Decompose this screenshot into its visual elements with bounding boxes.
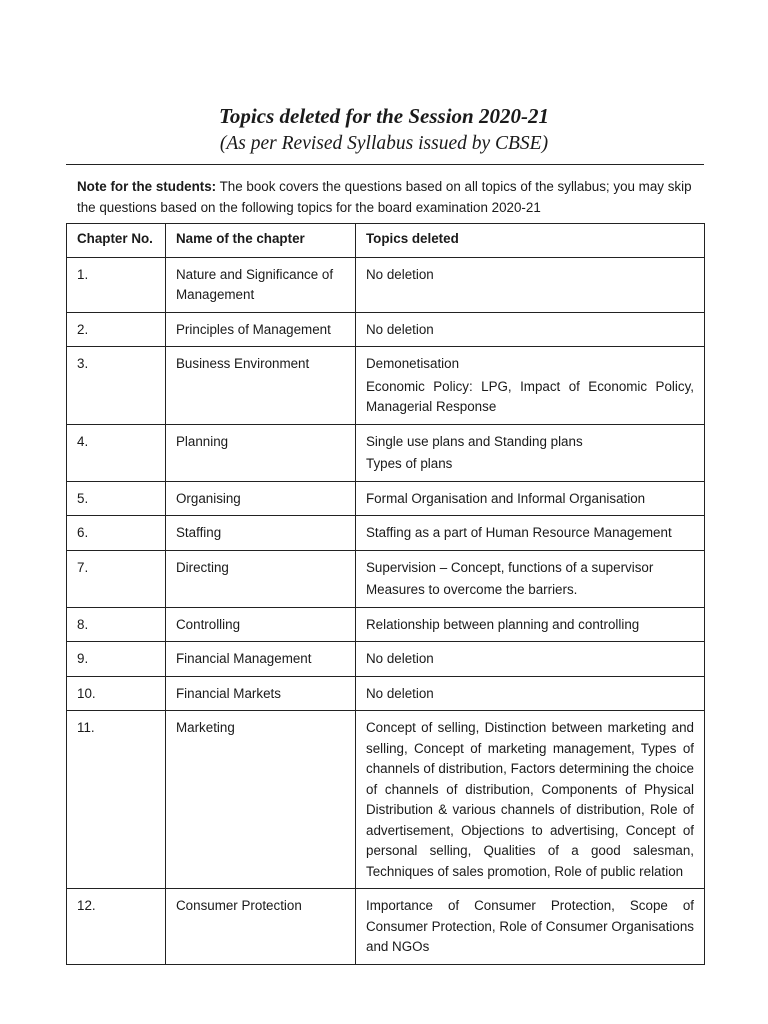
table-row [67,347,705,425]
topic-text: Staffing as a part of Human Resource Management [366,525,672,540]
chapter-no: 6. [67,516,166,551]
chapter-name: Directing [166,550,356,607]
chapter-no: 1. [67,257,166,312]
chapter-no: 2. [67,312,166,347]
chapter-no: 10. [67,676,166,711]
topics-deleted [356,424,705,481]
table-header-row [67,224,705,258]
chapter-no: 5. [67,481,166,516]
topics-deleted [356,516,705,551]
chapter-name: Staffing [166,516,356,551]
topic-text: No deletion [366,321,434,337]
topics-deleted [356,312,705,347]
chapter-name: Controlling [166,607,356,642]
topic-text: Measures to overcome the barriers. [366,582,578,597]
chapter-name: Nature and Significance of Management [166,257,356,312]
page-title: Topics deleted for the Session 2020-21 [219,104,549,128]
student-note [77,176,707,218]
chapter-no: 4. [67,424,166,481]
topics-deleted [356,481,705,516]
topics-deleted [356,711,705,889]
topic-text: No deletion [366,685,434,701]
table-row [67,676,705,711]
topics-deleted [356,642,705,677]
topic-text: Supervision – Concept, functions of a supervisor [366,559,654,575]
chapter-name: Financial Management [166,642,356,677]
chapter-name: Marketing [166,711,356,889]
table-row [67,312,705,347]
topic-text: Formal Organisation and Informal Organisation [366,490,646,506]
topic-text: Types of plans [366,456,453,471]
topics-deleted [356,889,705,965]
topics-deleted [356,347,705,425]
table-row [67,550,705,607]
topic-text: Single use plans and Standing plans [366,433,583,449]
table-row [67,607,705,642]
page-subtitle: (As per Revised Syllabus issued by CBSE) [219,133,549,154]
topics-deleted [356,550,705,607]
topic-text: Importance of Consumer Protection, Scope of Consumer Protection, Role of Consumer Organisations and NGOs [366,898,694,954]
chapter-name: Planning [166,424,356,481]
chapter-name: Consumer Protection [166,889,356,965]
chapter-no: 12. [67,889,166,965]
chapter-no: 11. [67,711,166,889]
topic-text: Concept of selling, Distinction between marketing and selling, Concept of marketing management, Types of channels of distribution, Factors determining the choice of channels of distribution, Components of Physical Distribution & various channels of distribution, Role of advertisement, Objections to advertising, Concept of personal selling, Qualities of a good salesman, Techniques of sales promotion, Role of public relation [366,720,694,879]
topic-text: No deletion [366,266,434,282]
note-label: Note for the students: [77,179,217,194]
chapter-name: Business Environment [166,347,356,425]
topic-text: No deletion [366,651,434,666]
topic-text: Economic Policy: LPG, Impact of Economic Policy, Managerial Response [366,378,694,414]
table-row [67,257,705,312]
chapter-no: 3. [67,347,166,425]
header-chapter-name: Name of the chapter [166,224,356,258]
table-row [67,481,705,516]
chapter-no: 8. [67,607,166,642]
table-row [67,516,705,551]
deleted-topics-table [66,223,705,965]
header-chapter-no: Chapter No. [67,224,166,258]
chapter-name: Organising [166,481,356,516]
topics-deleted [356,607,705,642]
topics-deleted [356,676,705,711]
topics-deleted [356,257,705,312]
topic-text: Relationship between planning and controlling [366,616,640,632]
note-text: The book covers the questions based on all topics of the syllabus; you may skip the questions based on the following topics for the board examination 2020-21 [77,179,692,215]
chapter-no: 7. [67,550,166,607]
table-row [67,889,705,965]
table-row [67,711,705,889]
divider-rule [66,164,704,165]
topic-text: Demonetisation [366,356,460,371]
table-row [67,424,705,481]
chapter-name: Financial Markets [166,676,356,711]
table-row [67,642,705,677]
header-topics-deleted: Topics deleted [356,224,705,258]
chapter-no: 9. [67,642,166,677]
chapter-name: Principles of Management [166,312,356,347]
